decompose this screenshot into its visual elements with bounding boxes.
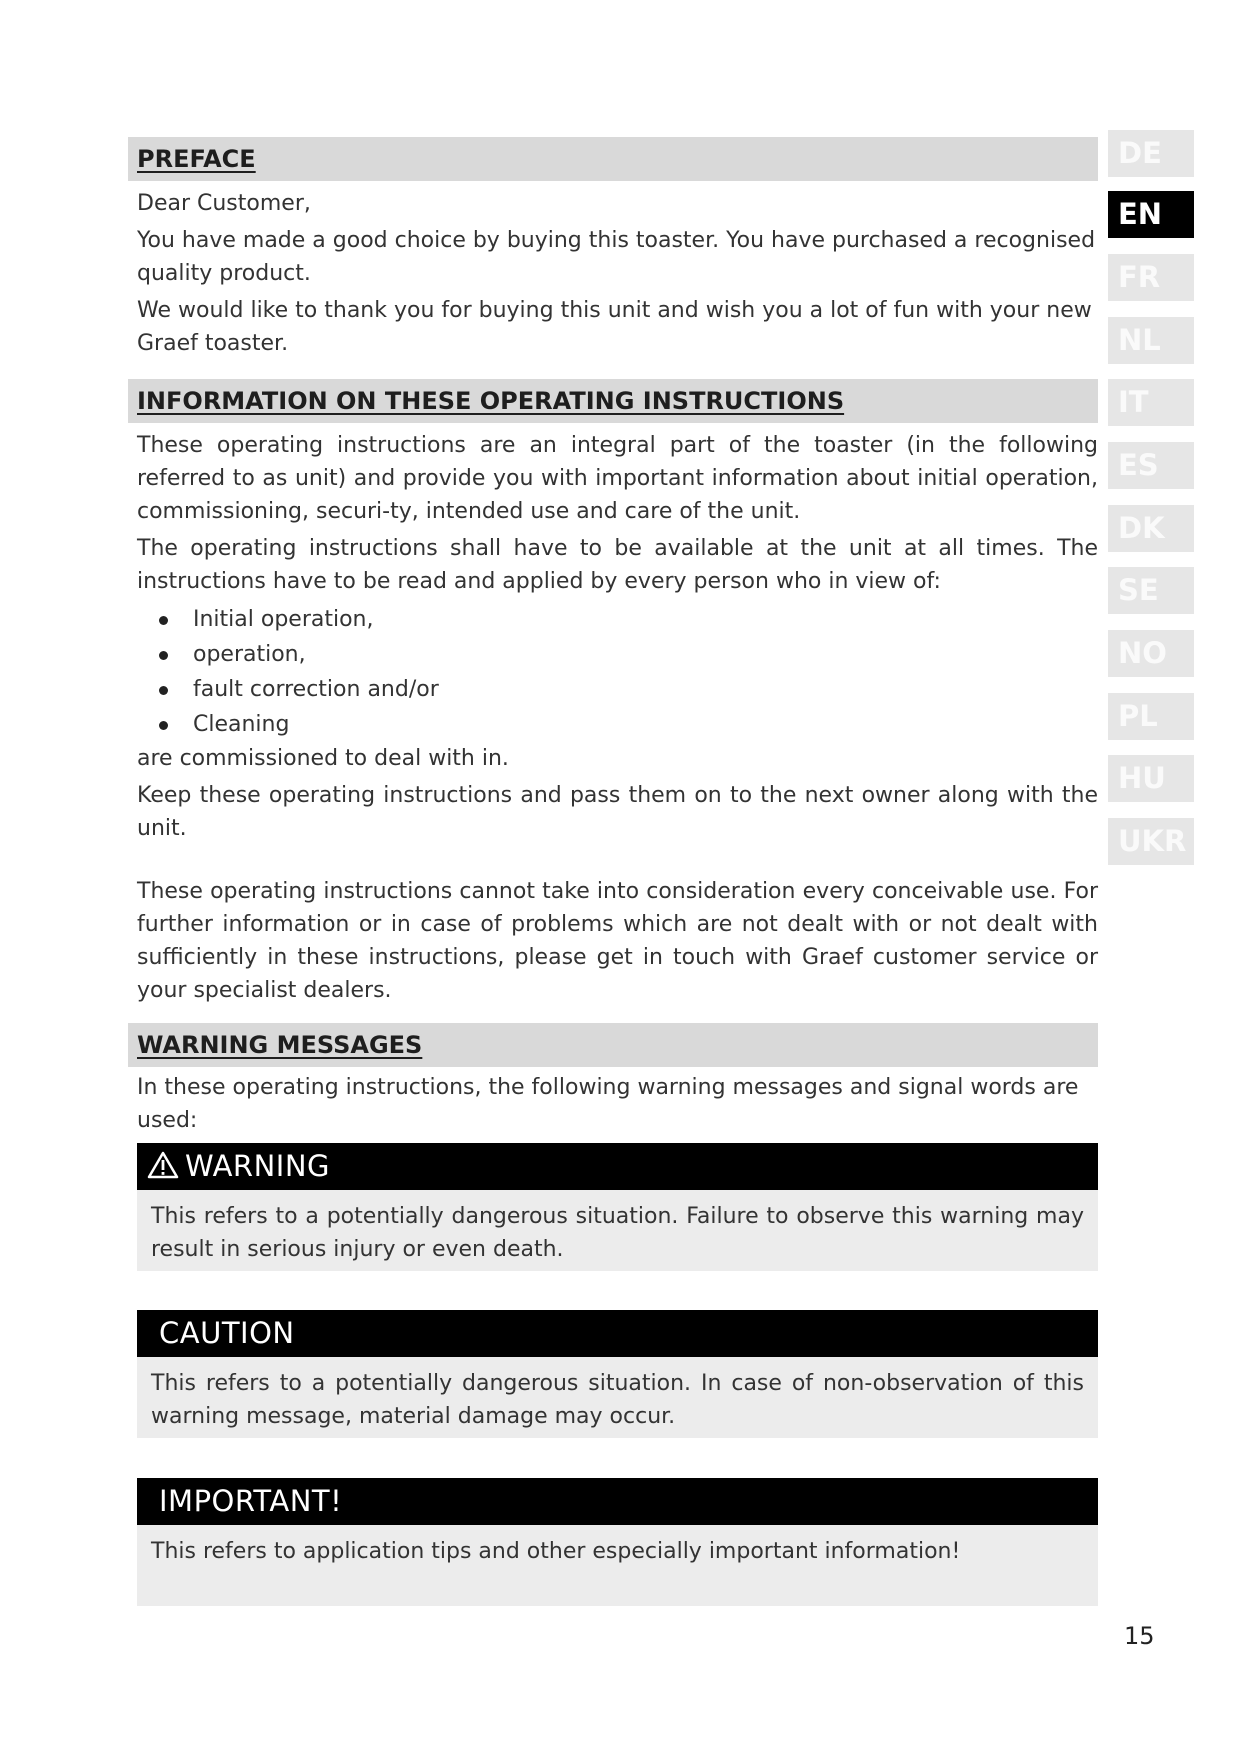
language-tab-es[interactable]: ES [1108,442,1194,489]
language-tab-fr[interactable]: FR [1108,254,1194,301]
preface-heading: PREFACE [128,137,1098,181]
preface-paragraph-1: You have made a good choice by buying this toaster. You have purchased a recognised quality product. [137,228,1096,286]
language-tab-no[interactable]: NO [1108,630,1194,677]
preface-paragraph-2: We would like to thank you for buying this unit and wish you a lot of fun with your new Graef toaster. [137,298,1092,356]
info-paragraph-1: These operating instructions are an integral part of the toaster (in the following referred to as unit) and provide you with important information about initial operation, commissioning, securi-ty, intended use and care of the unit. [137,433,1098,524]
language-tab-de[interactable]: DE [1108,130,1194,177]
page-number: 15 [1124,1622,1155,1650]
info-paragraph-5: These operating instructions cannot take into consideration every conceivable use. For further information or in case of problems which are not dealt with or not dealt with sufficiently in these instructions, please get in touch with Graef customer service or your specialist dealers. [137,879,1098,1003]
caution-text: This refers to a potentially dangerous situation. In case of non-observation of this warning message, material damage may occur. [137,1357,1098,1438]
language-tab-ukr[interactable]: UKR [1108,818,1194,865]
language-tab-se[interactable]: SE [1108,567,1194,614]
list-item: Cleaning [159,707,1098,742]
warning-box [137,1143,1098,1271]
info-paragraph-2: The operating instructions shall have to be available at the unit at all times. The instructions have to be read and applied by every person who in view of: [137,536,1098,594]
info-body [128,429,1098,1007]
warning-text: This refers to a potentially dangerous situation. Failure to observe this warning may result in serious injury or even death. [137,1190,1098,1271]
caution-label: CAUTION [137,1310,1098,1357]
language-tab-pl[interactable]: PL [1108,693,1194,740]
warning-intro-text: In these operating instructions, the following warning messages and signal words are used: [137,1075,1079,1133]
info-paragraph-4: Keep these operating instructions and pass them on to the next owner along with the unit. [137,783,1098,841]
info-paragraph-3: are commissioned to deal with in. [137,746,509,771]
preface-greeting: Dear Customer, [137,191,311,216]
language-tab-dk[interactable]: DK [1108,505,1194,552]
info-heading: INFORMATION ON THESE OPERATING INSTRUCTIONS [128,379,1098,423]
list-item: Initial operation, [159,602,1098,637]
page-content [128,137,1098,1606]
warning-triangle-icon [147,1146,179,1193]
preface-body [128,187,1098,360]
language-tab-it[interactable]: IT [1108,379,1194,426]
warning-messages-intro [128,1071,1098,1137]
list-item: fault correction and/or [159,672,1098,707]
warning-label: WARNING [185,1149,330,1183]
caution-box [137,1310,1098,1438]
bullet-list [137,602,1098,742]
list-item: operation, [159,637,1098,672]
important-label: IMPORTANT! [137,1478,1098,1525]
important-text: This refers to application tips and other especially important information! [137,1525,1098,1606]
warning-box-header [137,1143,1098,1190]
important-box [137,1478,1098,1606]
warning-messages-heading: WARNING MESSAGES [128,1023,1098,1067]
language-tab-en[interactable]: EN [1108,191,1194,238]
language-tab-hu[interactable]: HU [1108,755,1194,802]
language-tab-nl[interactable]: NL [1108,317,1194,364]
